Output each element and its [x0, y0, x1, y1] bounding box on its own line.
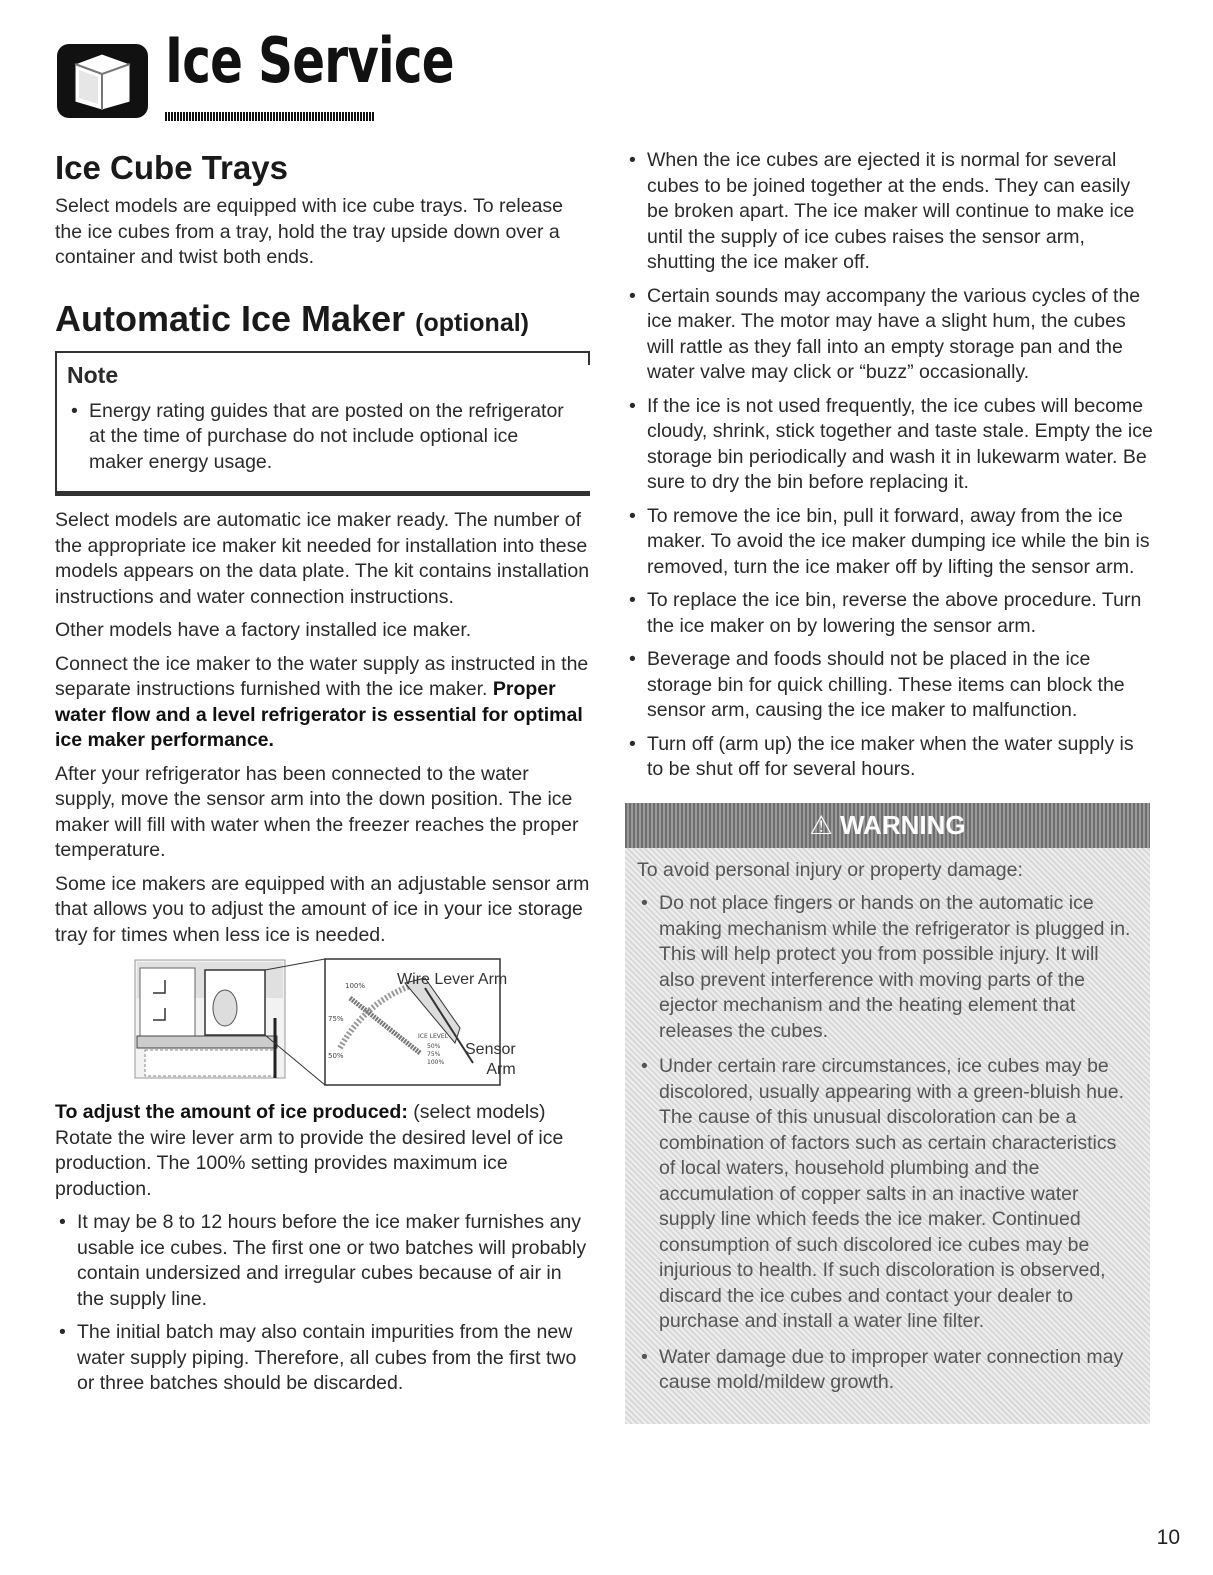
- note-title: Note: [67, 361, 119, 388]
- ice-level-label: ICE LEVEL: [418, 1033, 449, 1040]
- sensor-label-line1: Sensor: [465, 1041, 516, 1058]
- warning-box: [625, 803, 1150, 1424]
- warning-item: • Do not place fingers or hands on the automatic ice making mechanism while the refrigerator is plugged in. This will help protect you from possible injury. It will also prevent interference with moving parts of the ejector mechanism and the heating element that releases the cubes.: [637, 891, 1134, 1044]
- note-list: [67, 399, 574, 476]
- note-box: [55, 351, 590, 497]
- warning-list: [637, 891, 1134, 1396]
- warning-icon: ⚠: [809, 809, 833, 840]
- paragraph: Other models have a factory installed ice maker.: [55, 619, 472, 641]
- title-underline: [165, 112, 375, 121]
- list-item: • If the ice is not used frequently, the ice cubes will become cloudy, shrink, stick together and taste stale. Empty the ice storage bin periodically and wash it in lukewarm water. Be sure to dry the bin before replacing it.: [625, 394, 1155, 496]
- paragraph: Some ice makers are equipped with an adjustable sensor arm that allows you to adjust the amount of ice in your ice storage tray for times when less ice is needed.: [55, 872, 590, 946]
- ice-cube-trays-text: Select models are equipped with ice cube trays. To release the ice cubes from a tray, hold the tray upside down over a container and twist both ends.: [55, 195, 564, 268]
- wire-lever-arm-label: Wire Lever Arm: [397, 971, 508, 988]
- heading-optional: (optional): [415, 308, 529, 337]
- paragraph: [55, 1100, 590, 1202]
- warning-item: • Water damage due to improper water connection may cause mold/mildew growth.: [637, 1345, 1134, 1396]
- paragraph: [55, 652, 590, 754]
- connect-text: Connect the ice maker to the water supply as instructed in the separate instructions furnished with the ice maker.: [55, 652, 589, 700]
- list-item: • Certain sounds may accompany the various cycles of the ice maker. The motor may have a slight hum, the cubes will rattle as they fall into an empty storage pan and the water valve may click or “buzz” occasionally.: [625, 284, 1155, 386]
- list-item: • To replace the ice bin, reverse the above procedure. Turn the ice maker on by lowering the sensor arm.: [625, 588, 1155, 639]
- connect-bold: Proper water flow and a level refrigerator is essential for optimal ice maker performance.: [55, 678, 583, 751]
- mark-100: 100%: [345, 982, 366, 990]
- ice-cube-trays-heading: Ice Cube Trays: [55, 149, 288, 186]
- left-bullet-list: [55, 1210, 590, 1397]
- note-item: • Energy rating guides that are posted on the refrigerator at the time of purchase do not include optional ice maker energy usage.: [67, 399, 574, 476]
- list-item: • The initial batch may also contain impurities from the new water supply piping. Therefore, all cubes from the first two or three batches should be discarded.: [55, 1320, 590, 1397]
- sensor-arm-label: [465, 1040, 516, 1080]
- warning-body: [625, 848, 1150, 1396]
- ice-maker-figure: [55, 958, 590, 1086]
- section-title: Ice Service: [165, 24, 454, 97]
- list-item: • It may be 8 to 12 hours before the ice maker furnishes any usable ice cubes. The first one or two batches will probably contain undersized and irregular cubes because of air in the supply line.: [55, 1210, 590, 1312]
- paragraph: Select models are automatic ice maker ready. The number of the appropriate ice maker kit needed for installation into these models appears on the data plate. The kit contains installation instructions and water connection instructions.: [55, 509, 590, 608]
- adjust-text: (select models) Rotate the wire lever arm to provide the desired level of ice production. The 100% setting provides maximum ice production.: [55, 1101, 564, 1200]
- right-column: [625, 148, 1155, 1424]
- mark-75b: 75%: [427, 1051, 441, 1058]
- warning-title: WARNING: [839, 809, 966, 840]
- page-number: 10: [1156, 1526, 1180, 1549]
- right-bullet-list: [625, 148, 1155, 783]
- mark-75: 75%: [328, 1015, 344, 1023]
- list-item: • Beverage and foods should not be placed in the ice storage bin for quick chilling. These items can block the sensor arm, causing the ice maker to malfunction.: [625, 647, 1155, 724]
- list-item: • Turn off (arm up) the ice maker when the water supply is to be shut off for several hours.: [625, 732, 1155, 783]
- warning-header: [625, 803, 1150, 848]
- mark-50b: 50%: [427, 1043, 441, 1050]
- sensor-label-line2: Arm: [486, 1061, 516, 1078]
- ice-cube-icon: [55, 42, 150, 120]
- automatic-ice-maker-heading: [55, 297, 590, 345]
- list-item: • To remove the ice bin, pull it forward, away from the ice maker. To avoid the ice maker dumping ice while the bin is removed, turn the ice maker off by lifting the sensor arm.: [625, 504, 1155, 581]
- mark-50: 50%: [328, 1052, 344, 1060]
- adjust-bold: To adjust the amount of ice produced:: [55, 1101, 408, 1123]
- heading-main: Automatic Ice Maker: [55, 297, 406, 339]
- list-item: • When the ice cubes are ejected it is normal for several cubes to be joined together at the ends. They can easily be broken apart. The ice maker will continue to make ice until the supply of ice cubes raises the sensor arm, shutting the ice maker off.: [625, 148, 1155, 276]
- paragraph: After your refrigerator has been connected to the water supply, move the sensor arm into the down position. The ice maker will fill with water when the freezer reaches the proper temperature.: [55, 762, 579, 861]
- mark-100b: 100%: [427, 1059, 445, 1066]
- warning-intro: To avoid personal injury or property damage:: [637, 858, 1023, 881]
- left-column: [55, 148, 590, 1405]
- warning-item: • Under certain rare circumstances, ice cubes may be discolored, usually appearing with a green-bluish hue. The cause of this unusual discoloration can be a combination of factors such as certain characteristics of local waters, household plumbing and the accumulation of copper salts in an inactive water supply line which feeds the ice maker. Continued consumption of such discolored ice cubes may be injurious to health. If such discoloration is observed, discard the ice cubes and contact your dealer to purchase and install a water line filter.: [637, 1054, 1134, 1335]
